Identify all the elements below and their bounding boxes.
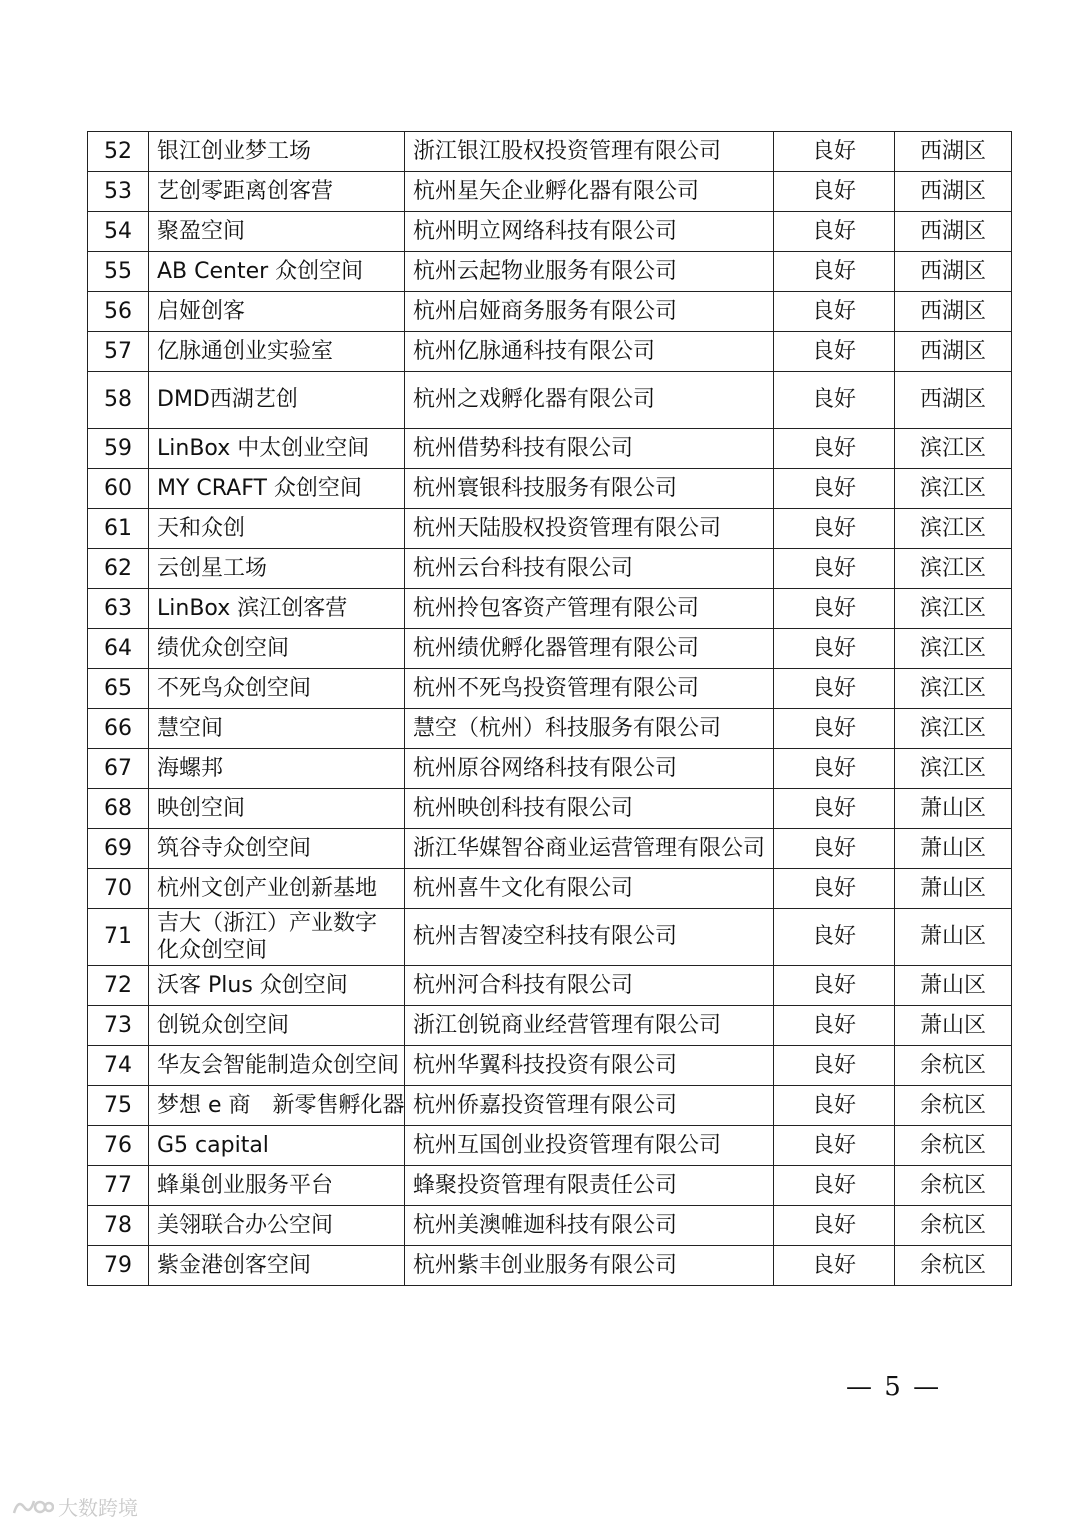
row-number: 72 [88, 966, 149, 1006]
row-number: 67 [88, 749, 149, 789]
operating-company: 杭州映创科技有限公司 [405, 789, 774, 829]
row-number: 69 [88, 829, 149, 869]
space-name: 杭州文创产业创新基地 [149, 869, 405, 909]
space-name: AB Center 众创空间 [149, 252, 405, 292]
row-number: 63 [88, 589, 149, 629]
row-number: 55 [88, 252, 149, 292]
row-number: 65 [88, 669, 149, 709]
district: 萧山区 [895, 909, 1012, 966]
district: 余杭区 [895, 1206, 1012, 1246]
space-name: 启娅创客 [149, 292, 405, 332]
table-row [88, 469, 1012, 509]
district: 萧山区 [895, 1006, 1012, 1046]
evaluation-rating: 良好 [774, 909, 895, 966]
evaluation-rating: 良好 [774, 669, 895, 709]
table-row [88, 669, 1012, 709]
district: 滨江区 [895, 669, 1012, 709]
table-row [88, 1166, 1012, 1206]
district: 西湖区 [895, 172, 1012, 212]
district: 西湖区 [895, 212, 1012, 252]
evaluation-rating: 良好 [774, 1046, 895, 1086]
evaluation-rating: 良好 [774, 1166, 895, 1206]
space-name: 海螺邦 [149, 749, 405, 789]
district: 余杭区 [895, 1246, 1012, 1286]
evaluation-rating: 良好 [774, 1006, 895, 1046]
table-row [88, 789, 1012, 829]
space-name: 筑谷寺众创空间 [149, 829, 405, 869]
operating-company: 杭州紫丰创业服务有限公司 [405, 1246, 774, 1286]
operating-company: 杭州原谷网络科技有限公司 [405, 749, 774, 789]
space-name: 云创星工场 [149, 549, 405, 589]
space-name: 映创空间 [149, 789, 405, 829]
evaluation-rating: 良好 [774, 1246, 895, 1286]
operating-company: 蜂聚投资管理有限责任公司 [405, 1166, 774, 1206]
district: 萧山区 [895, 789, 1012, 829]
row-number: 79 [88, 1246, 149, 1286]
district: 滨江区 [895, 709, 1012, 749]
evaluation-rating: 良好 [774, 549, 895, 589]
space-name: 沃客 Plus 众创空间 [149, 966, 405, 1006]
table-row [88, 1126, 1012, 1166]
evaluation-rating: 良好 [774, 629, 895, 669]
district: 余杭区 [895, 1046, 1012, 1086]
operating-company: 杭州互国创业投资管理有限公司 [405, 1126, 774, 1166]
district: 滨江区 [895, 469, 1012, 509]
evaluation-rating: 良好 [774, 372, 895, 429]
district: 余杭区 [895, 1126, 1012, 1166]
space-name: 蜂巢创业服务平台 [149, 1166, 405, 1206]
table-row [88, 1206, 1012, 1246]
table-row [88, 629, 1012, 669]
table-row [88, 1046, 1012, 1086]
operating-company: 杭州星矢企业孵化器有限公司 [405, 172, 774, 212]
space-name: MY CRAFT 众创空间 [149, 469, 405, 509]
operating-company: 杭州美澳帷迦科技有限公司 [405, 1206, 774, 1246]
row-number: 54 [88, 212, 149, 252]
table-row [88, 332, 1012, 372]
space-name: 华友会智能制造众创空间 [149, 1046, 405, 1086]
space-name: LinBox 滨江创客营 [149, 589, 405, 629]
space-name: DMD西湖艺创 [149, 372, 405, 429]
space-name: 慧空间 [149, 709, 405, 749]
evaluation-rating: 良好 [774, 252, 895, 292]
table-row [88, 509, 1012, 549]
district: 西湖区 [895, 372, 1012, 429]
table-row [88, 1006, 1012, 1046]
page-number: — 5 — [846, 1372, 942, 1402]
operating-company: 杭州寰银科技服务有限公司 [405, 469, 774, 509]
row-number: 59 [88, 429, 149, 469]
space-name: 绩优众创空间 [149, 629, 405, 669]
row-number: 70 [88, 869, 149, 909]
table-row [88, 909, 1012, 966]
district: 滨江区 [895, 749, 1012, 789]
operating-company: 杭州之戏孵化器有限公司 [405, 372, 774, 429]
row-number: 61 [88, 509, 149, 549]
space-name: 创锐众创空间 [149, 1006, 405, 1046]
table-row [88, 966, 1012, 1006]
operating-company: 杭州云台科技有限公司 [405, 549, 774, 589]
district: 萧山区 [895, 869, 1012, 909]
operating-company: 杭州不死鸟投资管理有限公司 [405, 669, 774, 709]
row-number: 68 [88, 789, 149, 829]
evaluation-rating: 良好 [774, 509, 895, 549]
operating-company: 杭州拎包客资产管理有限公司 [405, 589, 774, 629]
evaluation-rating: 良好 [774, 132, 895, 172]
district: 余杭区 [895, 1166, 1012, 1206]
incubator-table [87, 131, 1012, 1286]
table-row [88, 132, 1012, 172]
district: 西湖区 [895, 292, 1012, 332]
row-number: 75 [88, 1086, 149, 1126]
row-number: 78 [88, 1206, 149, 1246]
district: 余杭区 [895, 1086, 1012, 1126]
evaluation-rating: 良好 [774, 869, 895, 909]
evaluation-rating: 良好 [774, 749, 895, 789]
district: 萧山区 [895, 829, 1012, 869]
brand-logo-icon [10, 1495, 54, 1519]
operating-company: 杭州云起物业服务有限公司 [405, 252, 774, 292]
row-number: 71 [88, 909, 149, 966]
evaluation-rating: 良好 [774, 709, 895, 749]
space-name: 银江创业梦工场 [149, 132, 405, 172]
district: 萧山区 [895, 966, 1012, 1006]
space-name: 美翎联合办公空间 [149, 1206, 405, 1246]
operating-company: 杭州吉智凌空科技有限公司 [405, 909, 774, 966]
evaluation-rating: 良好 [774, 212, 895, 252]
row-number: 56 [88, 292, 149, 332]
evaluation-rating: 良好 [774, 966, 895, 1006]
table-row [88, 372, 1012, 429]
row-number: 58 [88, 372, 149, 429]
row-number: 62 [88, 549, 149, 589]
table-row [88, 549, 1012, 589]
space-name: 艺创零距离创客营 [149, 172, 405, 212]
operating-company: 浙江华媒智谷商业运营管理有限公司 [405, 829, 774, 869]
watermark-text: 大数跨境 [58, 1496, 138, 1520]
evaluation-rating: 良好 [774, 292, 895, 332]
table-row [88, 589, 1012, 629]
table-row [88, 869, 1012, 909]
row-number: 60 [88, 469, 149, 509]
district: 滨江区 [895, 429, 1012, 469]
row-number: 66 [88, 709, 149, 749]
operating-company: 杭州绩优孵化器管理有限公司 [405, 629, 774, 669]
space-name: 吉大（浙江）产业数字化众创空间 [149, 909, 405, 966]
evaluation-rating: 良好 [774, 332, 895, 372]
district: 西湖区 [895, 252, 1012, 292]
row-number: 73 [88, 1006, 149, 1046]
district: 西湖区 [895, 332, 1012, 372]
operating-company: 杭州明立网络科技有限公司 [405, 212, 774, 252]
district: 滨江区 [895, 549, 1012, 589]
space-name: 聚盈空间 [149, 212, 405, 252]
row-number: 64 [88, 629, 149, 669]
space-name: 不死鸟众创空间 [149, 669, 405, 709]
evaluation-rating: 良好 [774, 1086, 895, 1126]
space-name: G5 capital [149, 1126, 405, 1166]
row-number: 52 [88, 132, 149, 172]
evaluation-rating: 良好 [774, 1126, 895, 1166]
district: 滨江区 [895, 509, 1012, 549]
table-row [88, 829, 1012, 869]
table-body [88, 132, 1012, 1286]
operating-company: 杭州借势科技有限公司 [405, 429, 774, 469]
operating-company: 杭州启娅商务服务有限公司 [405, 292, 774, 332]
row-number: 74 [88, 1046, 149, 1086]
row-number: 77 [88, 1166, 149, 1206]
table-row [88, 252, 1012, 292]
district: 滨江区 [895, 589, 1012, 629]
operating-company: 杭州河合科技有限公司 [405, 966, 774, 1006]
space-name: 天和众创 [149, 509, 405, 549]
row-number: 57 [88, 332, 149, 372]
space-name: LinBox 中太创业空间 [149, 429, 405, 469]
operating-company: 浙江银江股权投资管理有限公司 [405, 132, 774, 172]
table-row [88, 1086, 1012, 1126]
operating-company: 杭州天陆股权投资管理有限公司 [405, 509, 774, 549]
table-row [88, 749, 1012, 789]
evaluation-rating: 良好 [774, 829, 895, 869]
table-row [88, 429, 1012, 469]
table-row [88, 212, 1012, 252]
evaluation-rating: 良好 [774, 789, 895, 829]
row-number: 53 [88, 172, 149, 212]
space-name: 紫金港创客空间 [149, 1246, 405, 1286]
operating-company: 杭州华翼科技投资有限公司 [405, 1046, 774, 1086]
table-row [88, 292, 1012, 332]
table-row [88, 172, 1012, 212]
row-number: 76 [88, 1126, 149, 1166]
operating-company: 杭州亿脉通科技有限公司 [405, 332, 774, 372]
evaluation-rating: 良好 [774, 469, 895, 509]
operating-company: 杭州喜牛文化有限公司 [405, 869, 774, 909]
evaluation-rating: 良好 [774, 1206, 895, 1246]
watermark [10, 1492, 138, 1521]
table-row [88, 1246, 1012, 1286]
evaluation-rating: 良好 [774, 589, 895, 629]
space-name: 梦想 e 商 新零售孵化器 [149, 1086, 405, 1126]
operating-company: 浙江创锐商业经营管理有限公司 [405, 1006, 774, 1046]
district: 西湖区 [895, 132, 1012, 172]
operating-company: 杭州侨嘉投资管理有限公司 [405, 1086, 774, 1126]
evaluation-rating: 良好 [774, 429, 895, 469]
evaluation-rating: 良好 [774, 172, 895, 212]
table-row [88, 709, 1012, 749]
space-name: 亿脉通创业实验室 [149, 332, 405, 372]
operating-company: 慧空（杭州）科技服务有限公司 [405, 709, 774, 749]
district: 滨江区 [895, 629, 1012, 669]
